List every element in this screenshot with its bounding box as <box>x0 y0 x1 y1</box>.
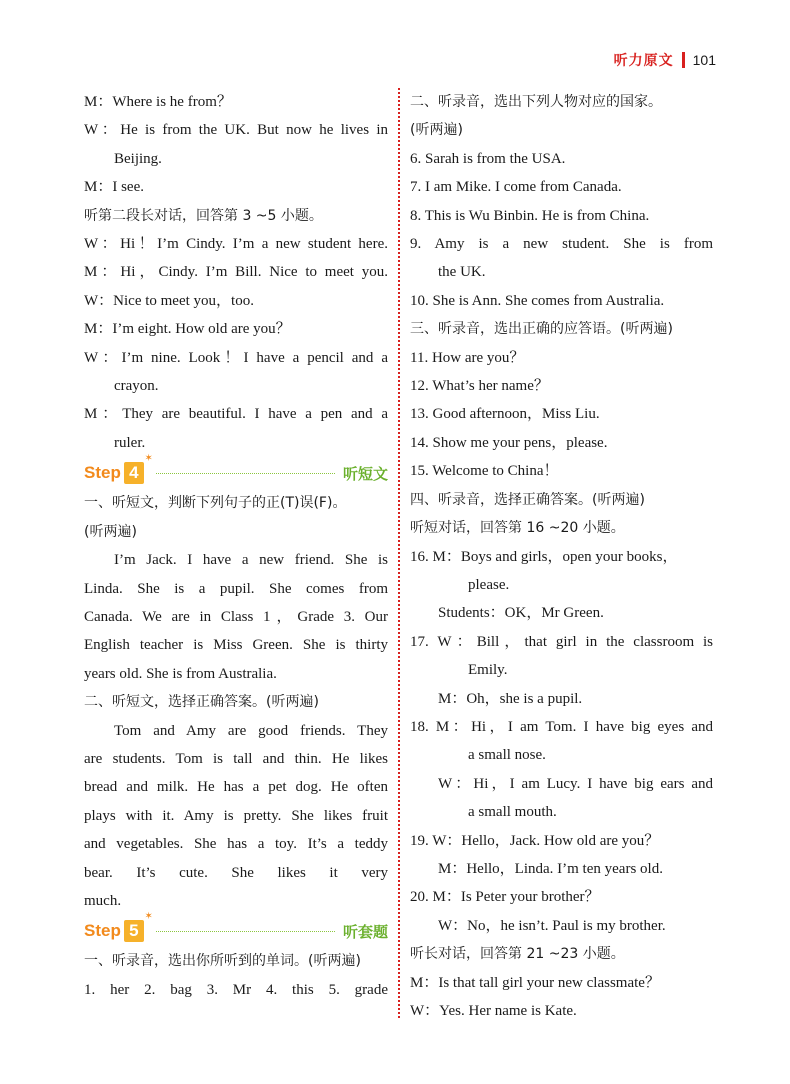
text-line: Beijing. <box>114 150 162 167</box>
text-line: the UK. <box>438 264 486 281</box>
text-line: W：Yes. Her name is Kate. <box>410 1003 577 1019</box>
instruction-line: 听短对话，回答第 16 ~20 小题。 <box>410 520 625 537</box>
text-line: M：I’m eight. How old are you？ <box>84 321 291 338</box>
text-line: 1. her 2. bag 3. Mr 4. this 5. grade <box>84 981 388 998</box>
step-title: 听短文 <box>342 464 388 483</box>
text-line: W：Hi！I’m Cindy. I’m a new student here. <box>84 236 388 253</box>
instruction-line: (听两遍) <box>84 523 137 540</box>
step-number-badge <box>124 453 153 484</box>
text-line: W：I’m nine. Look！I have a pencil and a <box>84 349 388 366</box>
text-line: years old. She is from Australia. <box>84 665 277 682</box>
instruction-line: 听第二段长对话，回答第 3 ~5 小题。 <box>84 207 323 224</box>
step-5-header <box>84 911 388 946</box>
text-line: 6. Sarah is from the USA. <box>410 150 566 167</box>
text-line: a small mouth. <box>468 804 557 821</box>
right-column <box>410 88 713 1025</box>
instruction-line: 二、听短文，选择正确答案。(听两遍) <box>84 694 319 711</box>
text-line: Canada. We are in Class 1，Grade 3. Our <box>84 608 388 625</box>
section-title: 听力原文 <box>613 53 674 69</box>
text-line: Students：OK，Mr Green. <box>438 605 604 622</box>
text-line: M：Where is he from？ <box>84 94 232 110</box>
instruction-line: 一、听短文，判断下列句子的正(T)误(F)。 <box>84 495 347 512</box>
dotted-rule <box>156 931 335 932</box>
step-label: Step <box>84 463 121 483</box>
text-line: M：I see. <box>84 179 144 196</box>
instruction-line: 听长对话，回答第 21 ~23 小题。 <box>410 946 625 963</box>
text-line: a small nose. <box>468 747 546 764</box>
step-title: 听套题 <box>342 922 388 941</box>
text-line: M：They are beautiful. I have a pen and a <box>84 406 388 423</box>
instruction-line: 三、听录音，选出正确的应答语。(听两遍) <box>410 321 673 338</box>
text-line: plays with it. Amy is pretty. She likes fruit <box>84 807 388 824</box>
instruction-line: (听两遍) <box>410 122 463 139</box>
text-line: 19. W：Hello，Jack. How old are you？ <box>410 832 660 849</box>
text-line: M：Is that tall girl your new classmate？ <box>410 974 660 991</box>
page-number: 101 <box>692 52 716 68</box>
text-line: ruler. <box>114 434 146 451</box>
dotted-rule <box>156 473 335 474</box>
text-line: and vegetables. She has a toy. It’s a teddy <box>84 836 388 853</box>
column-divider <box>398 88 400 1018</box>
text-line: M：Hello，Linda. I’m ten years old. <box>438 860 663 877</box>
text-line: 13. Good afternoon，Miss Liu. <box>410 406 600 423</box>
text-line: 15. Welcome to China！ <box>410 463 559 480</box>
text-line: 20. M：Is Peter your brother？ <box>410 889 600 906</box>
text-line: W：Nice to meet you，too. <box>84 292 254 309</box>
text-line: crayon. <box>114 378 159 395</box>
text-line: 7. I am Mike. I come from Canada. <box>410 179 622 196</box>
text-line: W：He is from the UK. But now he lives in <box>84 122 388 139</box>
left-column <box>84 88 388 1004</box>
text-line: much. <box>84 892 122 909</box>
text-line: W：Hi，I am Lucy. I have big ears and <box>438 775 713 792</box>
text-line: English teacher is Miss Green. She is thirty <box>84 637 388 654</box>
step-label: Step <box>84 921 121 941</box>
text-line: bear. It’s cute. She likes it very <box>84 864 388 881</box>
header-separator <box>682 52 685 68</box>
text-line: 9. Amy is a new student. She is from <box>410 236 713 253</box>
text-line: 18. M：Hi，I am Tom. I have big eyes and <box>410 718 713 735</box>
text-line: Tom and Amy are good friends. They <box>114 722 388 739</box>
text-line: 16. M：Boys and girls，open your books， <box>410 548 678 565</box>
instruction-line: 四、听录音，选择正确答案。(听两遍) <box>410 491 645 508</box>
step-number-badge <box>124 911 153 942</box>
text-line: I’m Jack. I have a new friend. She is <box>114 552 388 569</box>
text-line: 8. This is Wu Binbin. He is from China. <box>410 207 650 224</box>
instruction-line: 二、听录音，选出下列人物对应的国家。 <box>410 94 662 110</box>
text-line: please. <box>468 576 510 593</box>
text-line: 14. Show me your pens，please. <box>410 434 608 451</box>
text-line: W：No，he isn’t. Paul is my brother. <box>438 917 666 934</box>
step-number: 4 <box>129 463 139 483</box>
instruction-line: 一、听录音，选出你所听到的单词。(听两遍) <box>84 953 361 970</box>
step-number: 5 <box>129 921 139 941</box>
text-line: M：Oh，she is a pupil. <box>438 690 583 707</box>
text-line: Linda. She is a pupil. She comes from <box>84 580 388 597</box>
text-line: M：Hi，Cindy. I’m Bill. Nice to meet you. <box>84 264 388 281</box>
text-line: 12. What’s her name？ <box>410 378 549 395</box>
sparkle-icon: ✶ <box>144 453 153 465</box>
text-line: are students. Tom is tall and thin. He likes <box>84 750 388 767</box>
sparkle-icon: ✶ <box>144 911 153 923</box>
step-4-header <box>84 453 388 488</box>
text-line: 17. W：Bill，that girl in the classroom is <box>410 633 713 650</box>
text-line: 11. How are you？ <box>410 349 525 366</box>
page-header <box>614 50 716 70</box>
text-line: Emily. <box>468 662 508 679</box>
text-line: bread and milk. He has a pet dog. He often <box>84 779 388 796</box>
text-line: 10. She is Ann. She comes from Australia. <box>410 292 665 309</box>
